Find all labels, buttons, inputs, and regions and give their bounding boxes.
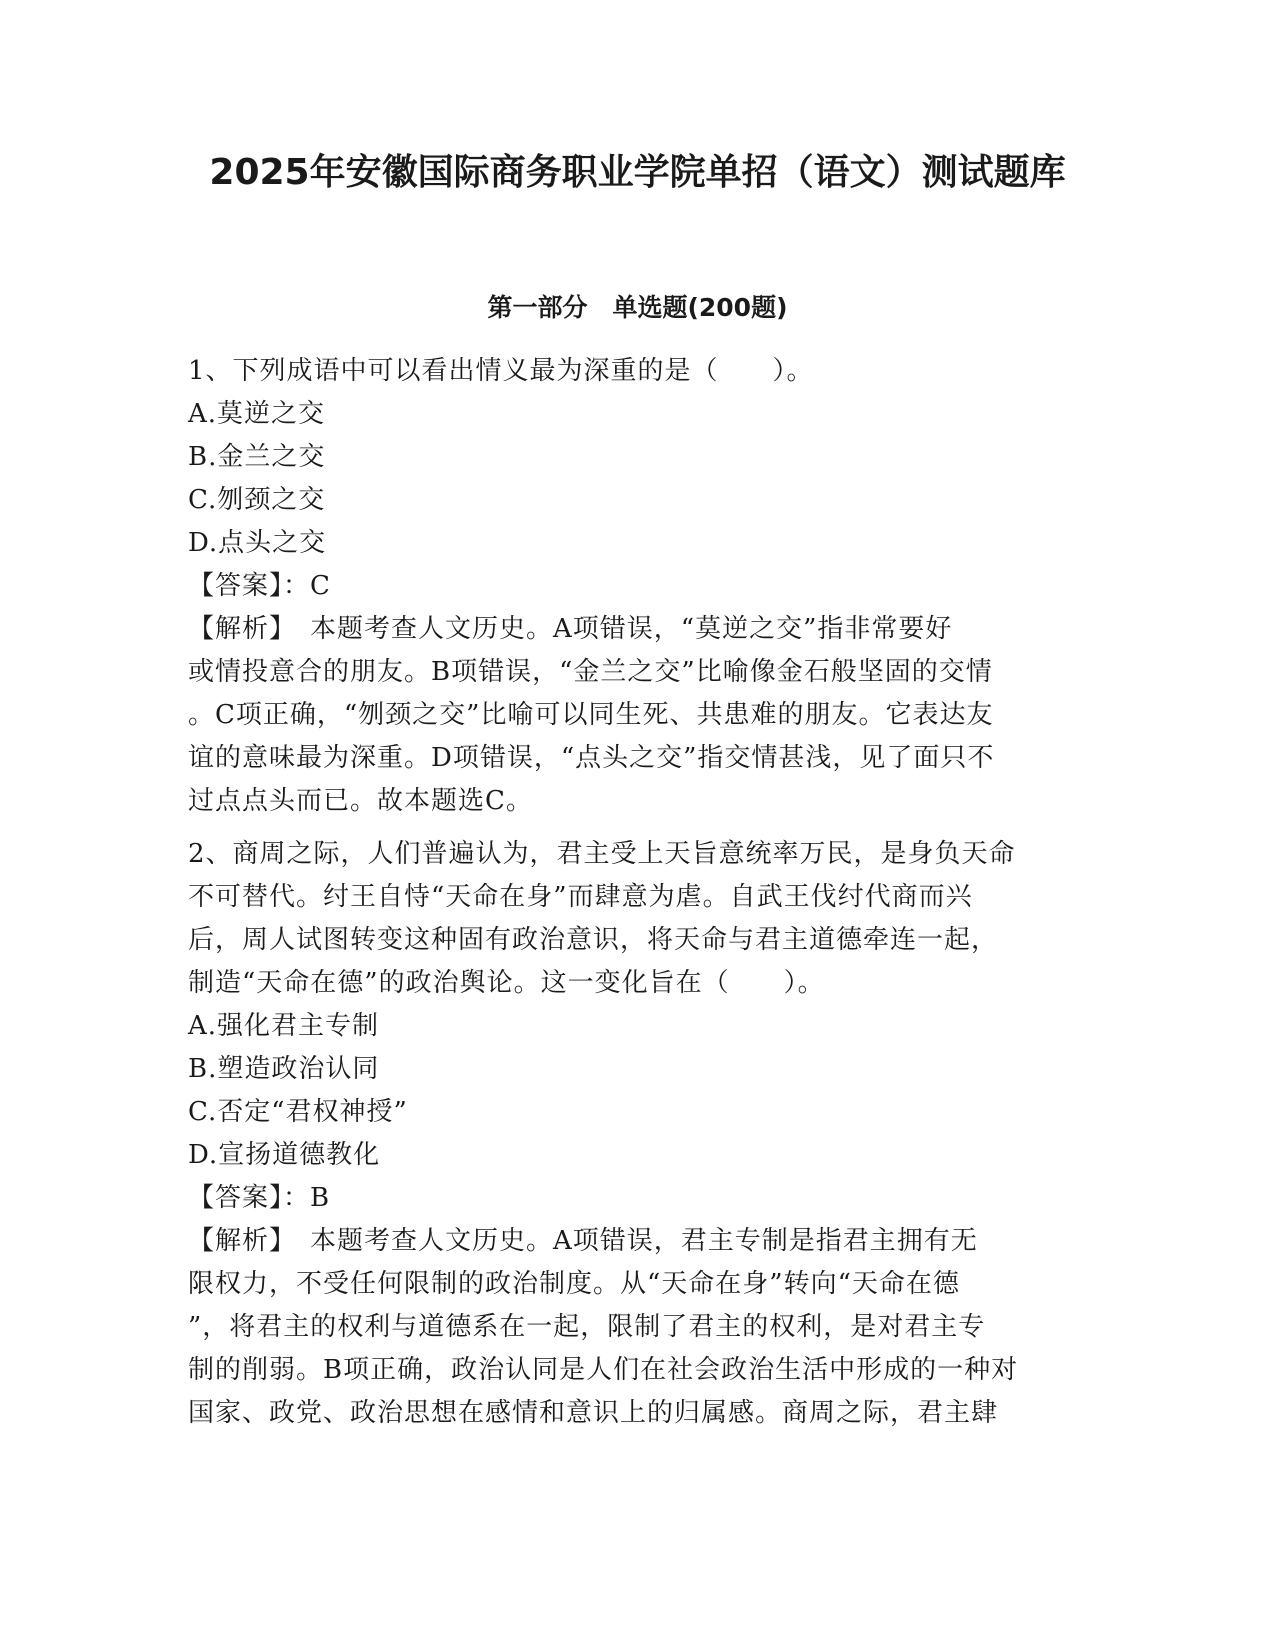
option-d: D.宣扬道德教化 [188,1140,381,1170]
section-heading: 第一部分 单选题(200题) [487,293,788,322]
question-1 [188,350,1088,823]
question-stem: 后，周人试图转变这种固有政治意识，将天命与君主道德牵连一起， [188,925,999,955]
analysis-line: 限权力，不受任何限制的政治制度。从“天命在身”转向“天命在德 [188,1269,960,1299]
document-body [188,350,1088,1435]
option-a: A.强化君主专制 [188,1011,380,1041]
option-b: B.塑造政治认同 [188,1054,380,1084]
analysis-line: 或情投意合的朋友。B项错误，“金兰之交”比喻像金石般坚固的交情 [188,657,993,687]
analysis-line: 国家、政党、政治思想在感情和意识上的归属感。商周之际，君主肆 [188,1398,999,1428]
document-title: 2025年安徽国际商务职业学院单招（语文）测试题库 [209,152,1066,193]
analysis-line: 【解析】 本题考查人文历史。A项错误，“莫逆之交”指非常要好 [188,614,953,644]
question-stem: 不可替代。纣王自恃“天命在身”而肆意为虐。自武王伐纣代商而兴 [188,882,973,912]
question-spacer [188,823,1088,833]
answer: 【答案】：C [188,571,331,601]
analysis-line: 。C项正确，“刎颈之交”比喻可以同生死、共患难的朋友。它表达友 [188,700,994,730]
question-stem: 2、商周之际，人们普遍认为，君主受上天旨意统率万民，是身负天命 [188,839,1016,869]
analysis-line: 【解析】 本题考查人文历史。A项错误，君主专制是指君主拥有无 [188,1226,978,1256]
option-c: C.刎颈之交 [188,485,326,515]
analysis-line: 过点点头而已。故本题选C。 [188,786,533,816]
question-stem: 1、下列成语中可以看出情义最为深重的是（ ）。 [188,356,814,386]
option-a: A.莫逆之交 [188,399,326,429]
analysis-line: 制的削弱。B项正确，政治认同是人们在社会政治生活中形成的一种对 [188,1355,1019,1385]
answer: 【答案】：B [188,1183,331,1213]
analysis-line: ”，将君主的权利与道德系在一起，限制了君主的权利，是对君主专 [188,1312,986,1342]
option-b: B.金兰之交 [188,442,326,472]
analysis-line: 谊的意味最为深重。D项错误，“点头之交”指交情甚浅，见了面只不 [188,743,995,773]
question-stem: 制造“天命在德”的政治舆论。这一变化旨在（ ）。 [188,968,825,998]
option-d: D.点头之交 [188,528,327,558]
question-2 [188,833,1088,1435]
option-c: C.否定“君权神授” [188,1097,408,1127]
